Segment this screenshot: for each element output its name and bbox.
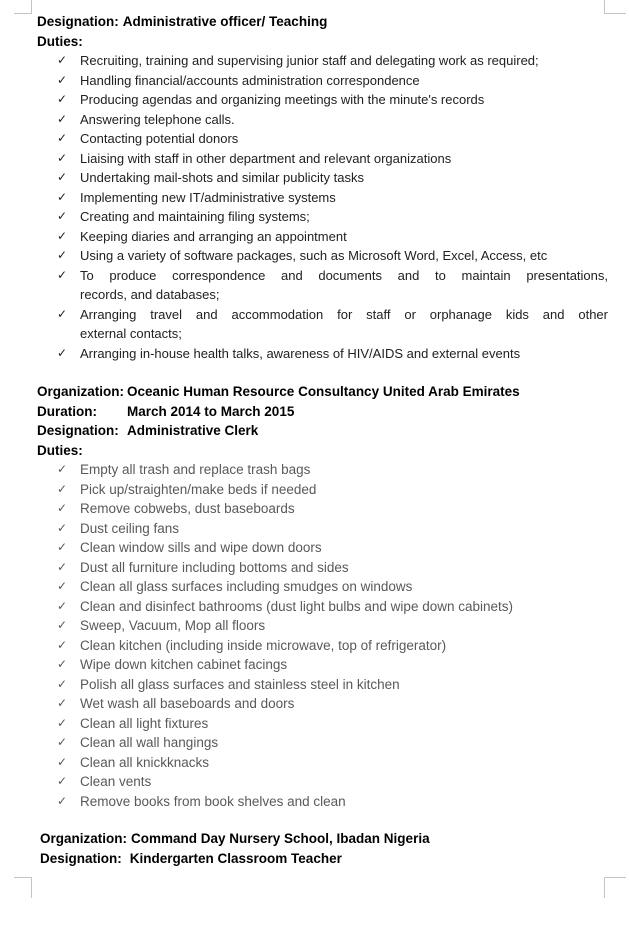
duty-text: Polish all glass surfaces and stainless steel in kitchen <box>80 676 400 692</box>
checkmark-icon: ✓ <box>57 306 68 321</box>
duty-text: Dust ceiling fans <box>80 520 180 536</box>
duty-text: Liaising with staff in other department and relevant organizations <box>80 150 452 166</box>
duty-item <box>37 129 608 149</box>
checkmark-icon: ✓ <box>57 501 68 515</box>
checkmark-icon: ✓ <box>57 150 68 165</box>
checkmark-icon: ✓ <box>57 598 68 613</box>
duty-text: Implementing new IT/administrative systems <box>80 189 336 205</box>
checkmark-icon: ✓ <box>57 579 68 593</box>
duty-item <box>37 655 608 675</box>
duty-text: Clean all knickknacks <box>80 754 210 770</box>
duty-item <box>37 207 608 227</box>
duty-text: Using a variety of software packages, such as Microsoft Word, Excel, Access, etc <box>80 248 548 263</box>
duty-text: Arranging travel and accommodation for staff or orphanage kids and other external contacts; <box>80 306 608 341</box>
duties-heading-1 <box>37 32 608 52</box>
duty-text: Wipe down kitchen cabinet facings <box>80 657 288 672</box>
checkmark-icon: ✓ <box>57 267 68 282</box>
duty-item <box>37 772 608 792</box>
duty-text: Clean all wall hangings <box>80 735 219 750</box>
duty-item <box>37 460 608 480</box>
checkmark-icon: ✓ <box>57 111 68 126</box>
duty-text: Clean all light fixtures <box>80 715 209 731</box>
checkmark-icon: ✓ <box>57 657 68 671</box>
duty-item <box>37 266 608 305</box>
duty-item <box>37 305 608 344</box>
duty-text: Handling financial/accounts administration correspondence <box>80 72 420 88</box>
duty-item <box>37 616 608 636</box>
duties-label: Duties: <box>37 442 83 458</box>
duration-label: Duration: <box>37 403 97 419</box>
checkmark-icon: ✓ <box>57 735 68 749</box>
checkmark-icon: ✓ <box>57 72 68 87</box>
checkmark-icon: ✓ <box>57 793 68 808</box>
duty-item <box>37 149 608 169</box>
checkmark-icon: ✓ <box>57 637 68 652</box>
duty-item <box>37 51 608 71</box>
checkmark-icon: ✓ <box>57 754 68 769</box>
duty-item <box>37 577 608 597</box>
duty-text: Keeping diaries and arranging an appointment <box>80 228 347 244</box>
text-boundary-mark-top-left <box>14 0 32 14</box>
duty-text: Answering telephone calls. <box>80 111 235 127</box>
duty-item <box>37 597 608 617</box>
duty-text: Undertaking mail-shots and similar publicity tasks <box>80 170 364 185</box>
organization-heading-2 <box>37 382 608 402</box>
checkmark-icon: ✓ <box>57 345 68 360</box>
checkmark-icon: ✓ <box>57 170 68 184</box>
duty-item <box>37 733 608 753</box>
checkmark-icon: ✓ <box>57 248 68 262</box>
duty-text: Pick up/straighten/make beds if needed <box>80 481 317 497</box>
duty-item <box>37 344 608 364</box>
checkmark-icon: ✓ <box>57 559 68 574</box>
duties-label: Duties: <box>37 33 83 49</box>
checkmark-icon: ✓ <box>57 209 68 223</box>
duties-list-2 <box>37 460 608 811</box>
duty-text: Producing agendas and organizing meetings with the minute's records <box>80 92 485 107</box>
duty-text: Creating and maintaining filing systems; <box>80 209 310 224</box>
checkmark-icon: ✓ <box>57 131 68 145</box>
designation-heading-3 <box>40 849 608 869</box>
duty-text: Clean kitchen (including inside microwave, top of refrigerator) <box>80 637 447 653</box>
duty-item <box>37 90 608 110</box>
duty-text: Arranging in-house health talks, awareness of HIV/AIDS and external events <box>80 345 521 361</box>
duty-item <box>37 246 608 266</box>
duty-item <box>37 110 608 130</box>
duty-text: Remove cobwebs, dust baseboards <box>80 501 295 516</box>
checkmark-icon: ✓ <box>57 53 68 67</box>
checkmark-icon: ✓ <box>57 618 68 632</box>
duty-item <box>37 636 608 656</box>
organization-value: Command Day Nursery School, Ibadan Nigeria <box>131 831 430 846</box>
duty-text: Clean all glass surfaces including smudges on windows <box>80 579 413 594</box>
designation-label: Designation: <box>37 14 119 29</box>
checkmark-icon: ✓ <box>57 520 68 535</box>
duty-item <box>37 714 608 734</box>
checkmark-icon: ✓ <box>57 481 68 496</box>
duration-heading-2 <box>37 402 608 422</box>
checkmark-icon: ✓ <box>57 676 68 691</box>
organization-heading-3 <box>40 829 608 849</box>
duty-item <box>37 480 608 500</box>
duty-text: Empty all trash and replace trash bags <box>80 462 311 477</box>
checkmark-icon: ✓ <box>57 189 68 204</box>
text-boundary-mark-bottom-left <box>14 877 32 898</box>
duty-text: Dust all furniture including bottoms and sides <box>80 559 349 575</box>
duty-item <box>37 753 608 773</box>
checkmark-icon: ✓ <box>57 540 68 554</box>
duty-item <box>37 499 608 519</box>
organization-label: Organization: <box>40 831 127 846</box>
organization-label: Organization: <box>37 384 124 399</box>
checkmark-icon: ✓ <box>57 715 68 730</box>
designation-value: Kindergarten Classroom Teacher <box>129 850 342 866</box>
duty-item <box>37 558 608 578</box>
duty-item <box>37 168 608 188</box>
experience-block-2 <box>37 382 608 811</box>
duty-text: Remove books from book shelves and clean <box>80 793 346 809</box>
designation-heading-1 <box>37 12 608 32</box>
duty-item <box>37 227 608 247</box>
duty-item <box>37 519 608 539</box>
duties-heading-2 <box>37 441 608 461</box>
designation-label: Designation: <box>40 850 122 866</box>
duty-item <box>37 71 608 91</box>
checkmark-icon: ✓ <box>57 774 68 788</box>
checkmark-icon: ✓ <box>57 228 68 243</box>
duty-text: Clean window sills and wipe down doors <box>80 540 322 555</box>
designation-value: Administrative Clerk <box>127 423 259 438</box>
experience-block-3 <box>37 829 608 868</box>
designation-label: Designation: <box>37 423 119 438</box>
duty-item <box>37 694 608 714</box>
duty-text: Sweep, Vacuum, Mop all floors <box>80 618 266 633</box>
designation-value: Administrative officer/ Teaching <box>122 14 328 29</box>
duration-value: March 2014 to March 2015 <box>127 403 295 419</box>
text-boundary-mark-bottom-right <box>604 877 626 898</box>
duty-item <box>37 188 608 208</box>
duty-item <box>37 538 608 558</box>
checkmark-icon: ✓ <box>57 92 68 106</box>
duty-text: Recruiting, training and supervising junior staff and delegating work as required; <box>80 53 539 68</box>
duty-item <box>37 792 608 812</box>
organization-value: Oceanic Human Resource Consultancy United Arab Emirates <box>127 384 520 399</box>
duty-text: Clean and disinfect bathrooms (dust light bulbs and wipe down cabinets) <box>80 598 514 614</box>
duty-text: Contacting potential donors <box>80 131 239 146</box>
duty-item <box>37 675 608 695</box>
checkmark-icon: ✓ <box>57 462 68 476</box>
duty-text: Wet wash all baseboards and doors <box>80 696 295 711</box>
checkmark-icon: ✓ <box>57 696 68 710</box>
duties-list-1 <box>37 51 608 363</box>
duty-text: Clean vents <box>80 774 152 789</box>
duty-text: To produce correspondence and documents and to maintain presentations, records, and databases; <box>80 267 608 302</box>
document-content <box>37 12 608 868</box>
designation-heading-2 <box>37 421 608 441</box>
